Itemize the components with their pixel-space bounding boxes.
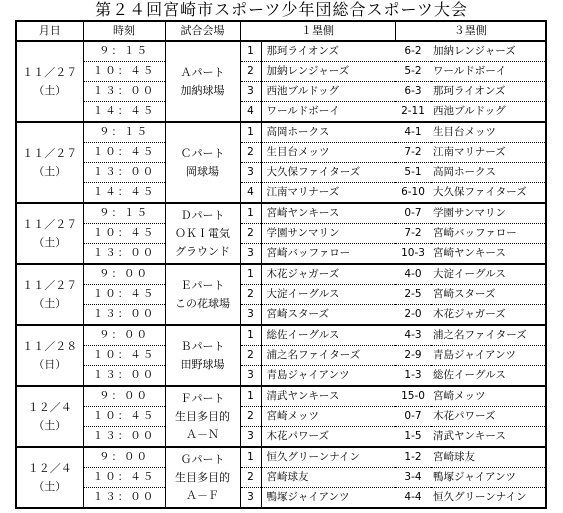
- team1-cell: 西池ブルドッグ: [261, 82, 395, 102]
- team2-cell: 宮崎バッファロー: [431, 224, 546, 244]
- team2-cell: 宮崎球友: [431, 447, 546, 468]
- date-cell: [16, 264, 83, 325]
- time-cell: １３：００: [83, 305, 165, 326]
- time-cell: ９：００: [83, 447, 165, 468]
- match-number: 3: [240, 488, 261, 509]
- match-number: 2: [240, 62, 261, 82]
- team2-cell: 高岡ホークス: [431, 163, 546, 183]
- venue-line: Ａ－Ｆ: [186, 488, 219, 502]
- team2-cell: 加納レンジャーズ: [431, 41, 546, 62]
- team1-cell: 宮崎スターズ: [261, 305, 395, 326]
- match-number: 1: [240, 386, 261, 407]
- team2-cell: 生目台メッツ: [431, 122, 546, 143]
- team2-cell: 大久保ファイターズ: [431, 183, 546, 204]
- match-number: 3: [240, 427, 261, 448]
- score-cell: 7-2: [395, 143, 431, 163]
- match-row: [16, 163, 546, 183]
- team1-cell: 高岡ホークス: [261, 122, 395, 143]
- team2-cell: 浦之名ファイターズ: [431, 325, 546, 346]
- team2-cell: 宮崎ヤンキース: [431, 244, 546, 265]
- match-row: [16, 82, 546, 102]
- match-number: 2: [240, 285, 261, 305]
- match-number: 2: [240, 407, 261, 427]
- time-cell: １０：４５: [83, 62, 165, 82]
- venue-line: 加納球場: [180, 83, 225, 97]
- team2-cell: 宮崎メッツ: [431, 386, 546, 407]
- match-number: 2: [240, 468, 261, 488]
- score-cell: 15-0: [395, 386, 431, 407]
- venue-cell: [165, 386, 240, 447]
- match-row: [16, 386, 546, 407]
- team1-cell: 清武ヤンキース: [261, 386, 395, 407]
- score-cell: 0-7: [395, 407, 431, 427]
- venue-line: グラウンド: [175, 244, 230, 258]
- time-cell: １３：００: [83, 82, 165, 102]
- match-row: [16, 447, 546, 468]
- match-row: [16, 488, 546, 509]
- date-line: １１／２７: [22, 65, 78, 79]
- match-number: 2: [240, 224, 261, 244]
- team2-cell: 学園サンマリン: [431, 203, 546, 224]
- match-number: 1: [240, 264, 261, 285]
- score-cell: 6-3: [395, 82, 431, 102]
- venue-line: Ｄパート: [180, 208, 225, 222]
- header-time: 時刻: [83, 21, 165, 41]
- team2-cell: 青島ジャイアンツ: [431, 346, 546, 366]
- match-number: 1: [240, 447, 261, 468]
- team1-cell: 那珂ライオンズ: [261, 41, 395, 62]
- match-row: [16, 325, 546, 346]
- venue-line: 生目多目的: [175, 409, 230, 423]
- score-cell: 4-3: [395, 325, 431, 346]
- match-number: 2: [240, 143, 261, 163]
- time-cell: １０：４５: [83, 346, 165, 366]
- score-cell: 4-1: [395, 122, 431, 143]
- date-line: １１／２８: [22, 339, 78, 353]
- team2-cell: 総佐イーグルス: [431, 366, 546, 387]
- date-line: （土）: [33, 164, 67, 178]
- venue-cell: [165, 41, 240, 122]
- team1-cell: 加納レンジャーズ: [261, 62, 395, 82]
- match-row: [16, 366, 546, 387]
- time-cell: ９：００: [83, 264, 165, 285]
- match-number: 1: [240, 325, 261, 346]
- team1-cell: 学園サンマリン: [261, 224, 395, 244]
- team1-cell: 江南マリナーズ: [261, 183, 395, 204]
- score-cell: 3-4: [395, 468, 431, 488]
- header-side3: ３塁側: [395, 21, 546, 41]
- date-cell: [16, 41, 83, 122]
- match-number: 1: [240, 41, 261, 62]
- venue-cell: [165, 325, 240, 386]
- time-cell: ９：００: [83, 386, 165, 407]
- date-cell: [16, 447, 83, 508]
- score-cell: 2-11: [395, 102, 431, 123]
- team2-cell: 江南マリナーズ: [431, 143, 546, 163]
- time-cell: １３：００: [83, 366, 165, 387]
- match-row: [16, 143, 546, 163]
- match-row: [16, 407, 546, 427]
- match-row: [16, 285, 546, 305]
- venue-cell: [165, 447, 240, 508]
- match-number: 4: [240, 102, 261, 123]
- team2-cell: 木花パワーズ: [431, 407, 546, 427]
- score-cell: 4-0: [395, 264, 431, 285]
- team1-cell: 宮崎球友: [261, 468, 395, 488]
- time-cell: ９：１５: [83, 122, 165, 143]
- score-cell: 2-9: [395, 346, 431, 366]
- team1-cell: 恒久グリーンナイン: [261, 447, 395, 468]
- team1-cell: ワールドボーイ: [261, 102, 395, 123]
- time-cell: ９：１５: [83, 203, 165, 224]
- match-number: 3: [240, 366, 261, 387]
- venue-cell: [165, 264, 240, 325]
- match-number: 3: [240, 163, 261, 183]
- score-cell: 2-0: [395, 305, 431, 326]
- team2-cell: 鴨塚ジャイアンツ: [431, 468, 546, 488]
- date-cell: [16, 386, 83, 447]
- date-line: （日）: [33, 357, 67, 371]
- match-number: 4: [240, 183, 261, 204]
- team1-cell: 鴨塚ジャイアンツ: [261, 488, 395, 509]
- team2-cell: 大淀イーグルス: [431, 264, 546, 285]
- match-number: 1: [240, 203, 261, 224]
- time-cell: １４：４５: [83, 183, 165, 204]
- header-venue: 試合会場: [165, 21, 240, 41]
- match-row: [16, 122, 546, 143]
- score-cell: 6-10: [395, 183, 431, 204]
- score-cell: 5-1: [395, 163, 431, 183]
- team2-cell: 恒久グリーンナイン: [431, 488, 546, 509]
- venue-cell: [165, 122, 240, 203]
- venue-line: Ｇパート: [180, 452, 225, 466]
- match-row: [16, 41, 546, 62]
- date-line: （土）: [33, 479, 67, 493]
- team1-cell: 大久保ファイターズ: [261, 163, 395, 183]
- venue-line: Ｆパート: [180, 391, 225, 405]
- match-number: 3: [240, 82, 261, 102]
- venue-line: 田野球場: [180, 357, 225, 371]
- match-row: [16, 244, 546, 265]
- score-cell: 4-4: [395, 488, 431, 509]
- date-line: １１／２７: [22, 278, 78, 292]
- team2-cell: 清武ヤンキース: [431, 427, 546, 448]
- venue-line: 生目多目的: [175, 470, 230, 484]
- score-cell: 1-2: [395, 447, 431, 468]
- match-row: [16, 427, 546, 448]
- score-cell: 6-2: [395, 41, 431, 62]
- header-row: [16, 21, 546, 41]
- team1-cell: 宮崎メッツ: [261, 407, 395, 427]
- header-date: 月日: [16, 21, 83, 41]
- team1-cell: 生目台メッツ: [261, 143, 395, 163]
- team1-cell: 大淀イーグルス: [261, 285, 395, 305]
- match-row: [16, 203, 546, 224]
- time-cell: １０：４５: [83, 224, 165, 244]
- team1-cell: 宮崎ヤンキース: [261, 203, 395, 224]
- score-cell: 1-5: [395, 427, 431, 448]
- team2-cell: ワールドボーイ: [431, 62, 546, 82]
- venue-cell: [165, 203, 240, 264]
- venue-line: Ｃパート: [180, 146, 225, 160]
- match-row: [16, 346, 546, 366]
- date-line: （土）: [33, 296, 67, 310]
- match-row: [16, 305, 546, 326]
- team1-cell: 青島ジャイアンツ: [261, 366, 395, 387]
- score-cell: 5-2: [395, 62, 431, 82]
- score-cell: 7-2: [395, 224, 431, 244]
- team2-cell: 宮崎スターズ: [431, 285, 546, 305]
- match-number: 1: [240, 122, 261, 143]
- match-row: [16, 224, 546, 244]
- team1-cell: 宮崎バッファロー: [261, 244, 395, 265]
- team1-cell: 浦之名ファイターズ: [261, 346, 395, 366]
- match-row: [16, 468, 546, 488]
- time-cell: １０：４５: [83, 285, 165, 305]
- date-line: （土）: [33, 235, 67, 249]
- schedule-table: [15, 20, 547, 509]
- match-number: 3: [240, 305, 261, 326]
- schedule-body: [16, 41, 546, 508]
- venue-line: この花球場: [175, 296, 230, 310]
- time-cell: １３：００: [83, 427, 165, 448]
- venue-line: Ａパート: [180, 65, 225, 79]
- match-row: [16, 62, 546, 82]
- score-cell: 2-5: [395, 285, 431, 305]
- match-row: [16, 102, 546, 123]
- date-line: １１／２７: [22, 146, 78, 160]
- match-number: 3: [240, 244, 261, 265]
- time-cell: ９：００: [83, 325, 165, 346]
- team1-cell: 木花パワーズ: [261, 427, 395, 448]
- match-number: 2: [240, 346, 261, 366]
- venue-line: 岡球場: [186, 164, 219, 178]
- date-line: １２／４: [27, 400, 72, 414]
- time-cell: １０：４５: [83, 143, 165, 163]
- score-cell: 1-3: [395, 366, 431, 387]
- time-cell: １３：００: [83, 244, 165, 265]
- venue-line: ＯＫＩ電気: [175, 226, 230, 240]
- date-line: （土）: [33, 418, 67, 432]
- date-cell: [16, 122, 83, 203]
- score-cell: 10-3: [395, 244, 431, 265]
- venue-line: Ｅパート: [180, 278, 225, 292]
- header-side1: １塁側: [240, 21, 395, 41]
- team1-cell: 総佐イーグルス: [261, 325, 395, 346]
- team2-cell: 木花ジャガーズ: [431, 305, 546, 326]
- score-cell: 0-7: [395, 203, 431, 224]
- venue-line: Ｂパート: [180, 339, 225, 353]
- match-row: [16, 264, 546, 285]
- date-line: １２／４: [27, 461, 72, 475]
- team1-cell: 木花ジャガーズ: [261, 264, 395, 285]
- time-cell: １０：４５: [83, 407, 165, 427]
- date-line: １１／２７: [22, 217, 78, 231]
- date-cell: [16, 203, 83, 264]
- time-cell: ９：１５: [83, 41, 165, 62]
- date-cell: [16, 325, 83, 386]
- date-line: （土）: [33, 83, 67, 97]
- page-title: 第２４回宮崎市スポーツ少年団総合スポーツ大会: [95, 0, 468, 19]
- team2-cell: 那珂ライオンズ: [431, 82, 546, 102]
- match-row: [16, 183, 546, 204]
- time-cell: １３：００: [83, 488, 165, 509]
- team2-cell: 西池ブルドッグ: [431, 102, 546, 123]
- venue-line: Ａ－Ｎ: [186, 427, 219, 441]
- time-cell: １４：４５: [83, 102, 165, 123]
- time-cell: １３：００: [83, 163, 165, 183]
- time-cell: １０：４５: [83, 468, 165, 488]
